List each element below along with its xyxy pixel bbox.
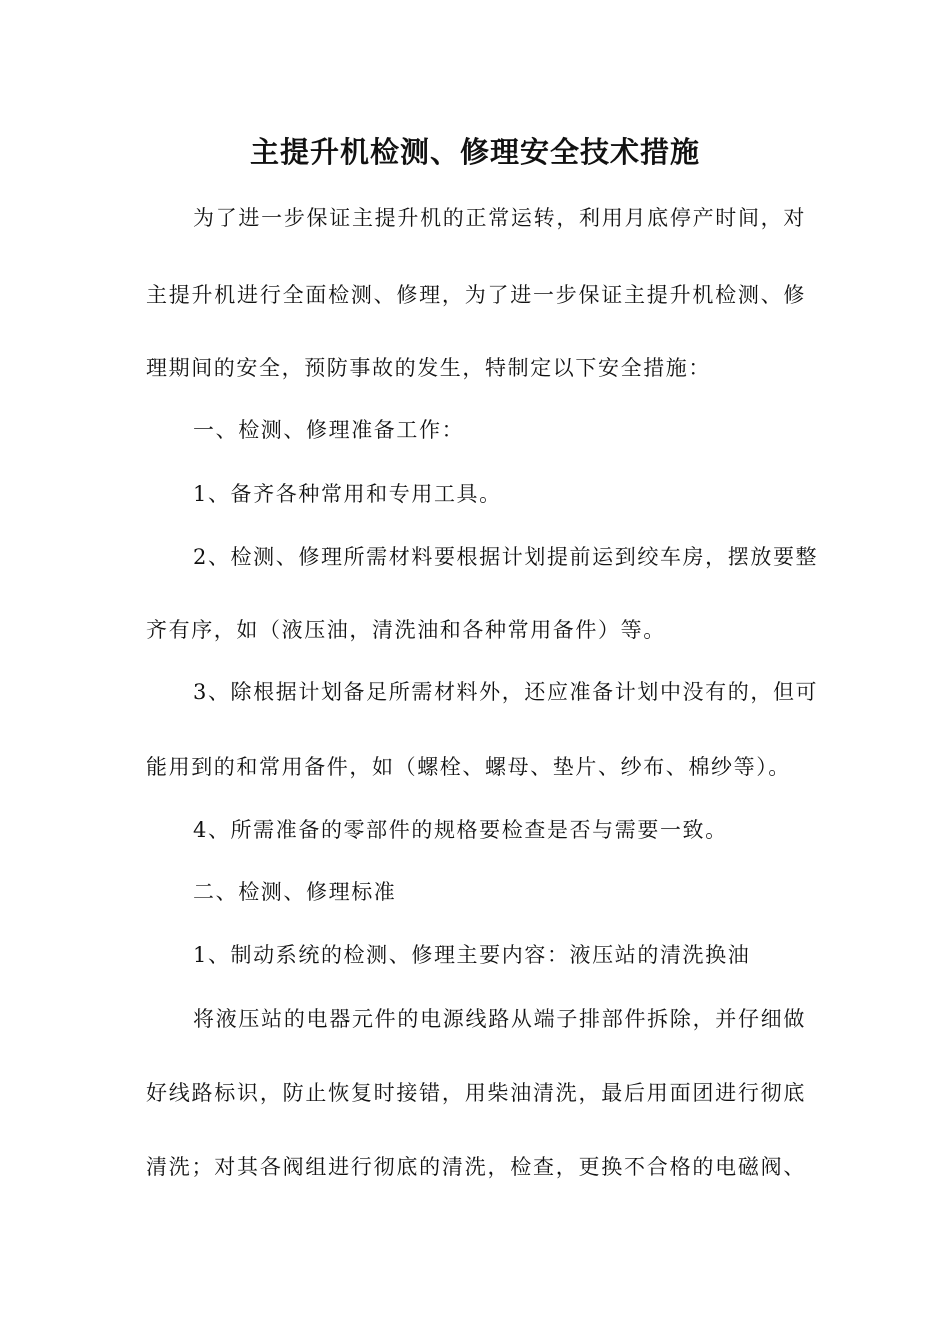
paragraph-line: 为了进一步保证主提升机的正常运转，利用月底停产时间，对 [193, 206, 806, 230]
document-title: 主提升机检测、修理安全技术措施 [249, 135, 700, 169]
paragraph-line: 清洗；对其各阀组进行彻底的清洗，检查，更换不合格的电磁阀、 [146, 1155, 806, 1179]
section-heading: 一、检测、修理准备工作： [193, 418, 465, 442]
paragraph-line: 齐有序，如（液压油，清洗油和各种常用备件）等。 [146, 618, 666, 642]
paragraph-line: 将液压站的电器元件的电源线路从端子排部件拆除，并仔细做 [193, 1007, 806, 1031]
list-item: 3、除根据计划备足所需材料外，还应准备计划中没有的，但可 [193, 680, 819, 704]
list-item: 1、制动系统的检测、修理主要内容：液压站的清洗换油 [193, 943, 751, 967]
paragraph-line: 理期间的安全，预防事故的发生，特制定以下安全措施： [146, 356, 711, 380]
list-item: 1、备齐各种常用和专用工具。 [193, 482, 502, 506]
list-item: 4、所需准备的零部件的规格要检查是否与需要一致。 [193, 818, 728, 842]
list-item: 2、检测、修理所需材料要根据计划提前运到绞车房，摆放要整 [193, 545, 819, 569]
paragraph-line: 主提升机进行全面检测、修理，为了进一步保证主提升机检测、修 [146, 283, 806, 307]
paragraph-line: 能用到的和常用备件，如（螺栓、螺母、垫片、纱布、棉纱等）。 [146, 755, 791, 779]
paragraph-line: 好线路标识，防止恢复时接错，用柴油清洗，最后用面团进行彻底 [146, 1081, 806, 1105]
section-heading: 二、检测、修理标准 [193, 880, 397, 904]
